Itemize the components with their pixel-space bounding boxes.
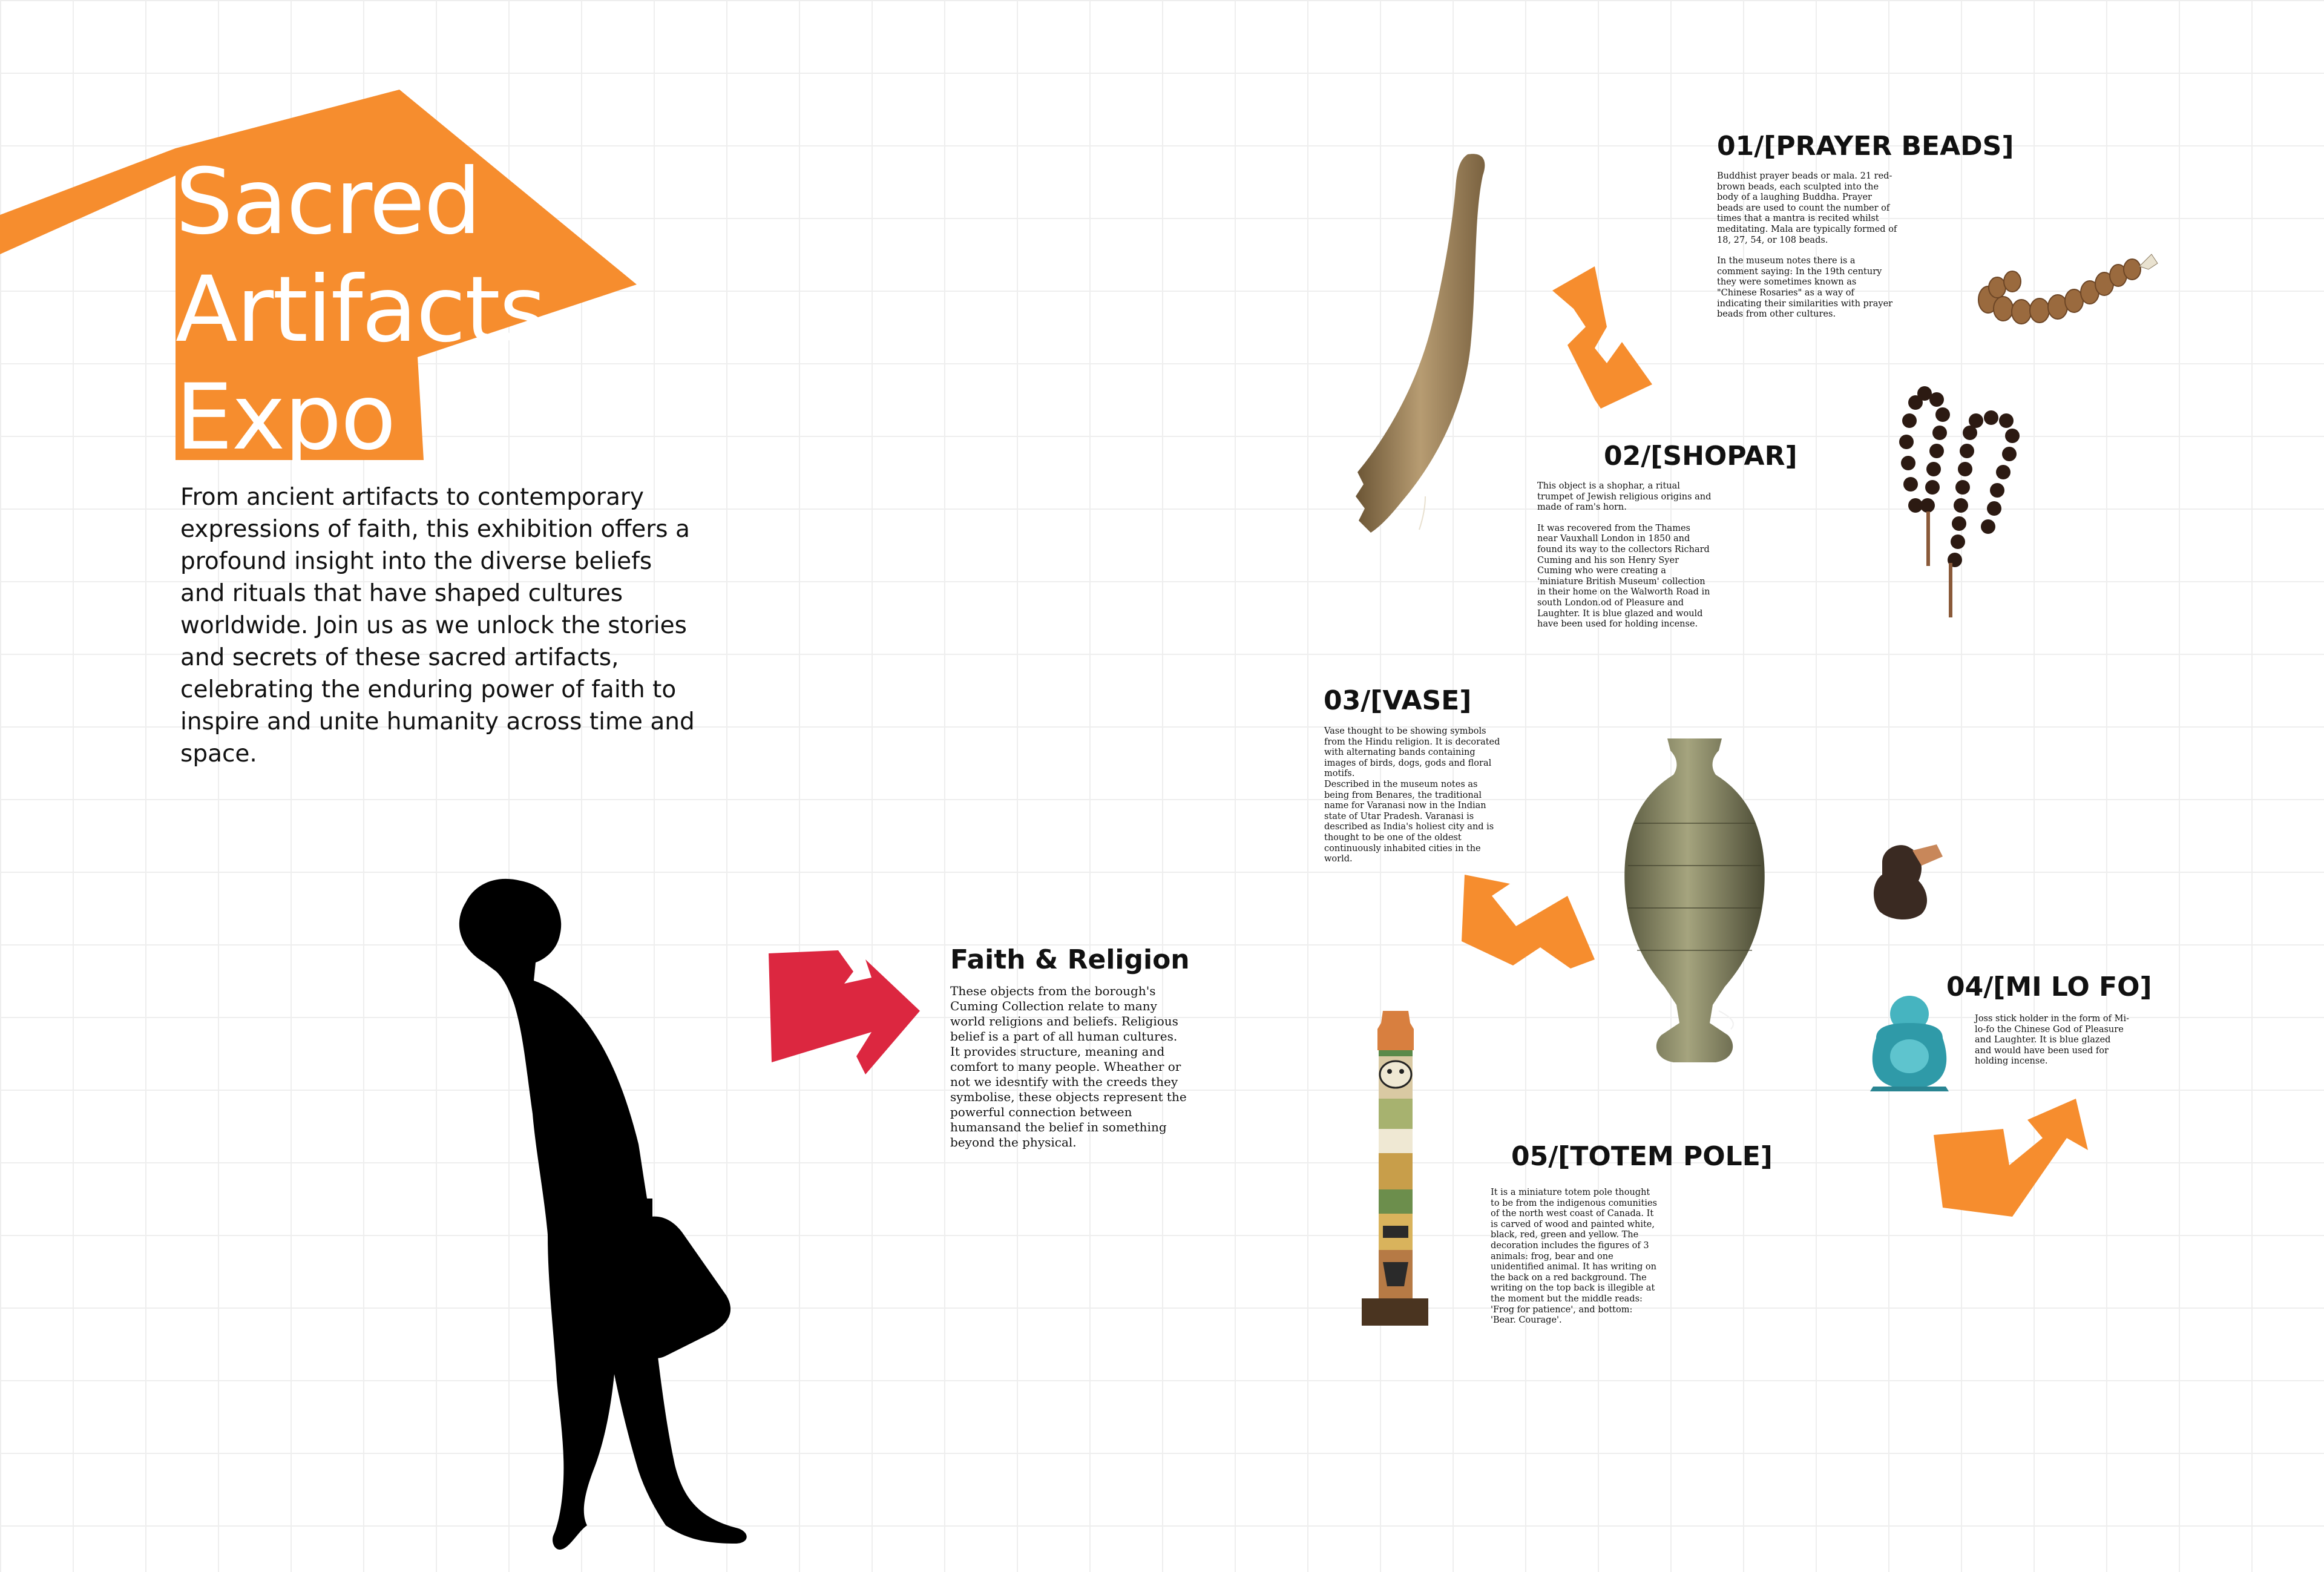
title-line-3: Expo bbox=[176, 365, 395, 470]
arrow-icon bbox=[1459, 872, 1598, 975]
prayer-beads-image bbox=[1970, 239, 2164, 330]
walking-woman-silhouette bbox=[399, 860, 775, 1556]
totem-pole-description bbox=[1491, 1188, 1657, 1326]
mi-lo-fo-heading: 04/[MI LO FO] bbox=[1946, 972, 2152, 1002]
shofar-image bbox=[1347, 151, 1510, 551]
mi-lo-fo-description bbox=[1975, 1014, 2129, 1067]
shopar-heading: 02/[SHOPAR] bbox=[1604, 441, 1797, 472]
faith-description: These objects from the borough's Cuming Collection relate to many world religions and beliefs. Religious belief is a part of all human cultures. It provides structure, meaning and comfort to many people. Wheather or not we idesntify with the creeds they symbolise, these objects represent the powerful connection between humansand the belief in something beyond the physical. bbox=[950, 984, 1187, 1149]
small-figure-image bbox=[1864, 838, 1949, 923]
arrow-icon bbox=[766, 947, 929, 1080]
totem-pole-image bbox=[1356, 1008, 1434, 1329]
vase-image bbox=[1610, 732, 1779, 1071]
intro-paragraph: From ancient artifacts to contemporary expressions of faith, this exhibition offers a profound insight into the diverse beliefs and rituals that have shaped cultures worldwide. Join us as we unlock the stories and secrets of these sacred artifacts, celebrating the enduring power of faith to inspire and unite humanity across time and space. bbox=[180, 484, 695, 768]
arrow-icon bbox=[1552, 266, 1661, 412]
prayer-beads-paragraph-2: In the museum notes there is a comment saying: In the 19th century they were sometimes known as "Chinese Rosaries" as a way of indicating their similarities with prayer beads from other cultures. bbox=[1717, 256, 1893, 320]
title-line-1: Sacred bbox=[176, 150, 481, 255]
rosary-image bbox=[1891, 384, 2030, 626]
vase-paragraph-2: Described in the museum notes as being from Benares, the traditional name for Varanasi now in the Indian state of Utar Pradesh. Varanasi is described as India's holiest city and is thought to be one of the oldest continuously inhabited cities in the world. bbox=[1324, 779, 1494, 864]
vase-description bbox=[1324, 726, 1501, 865]
exhibition-title bbox=[176, 148, 545, 472]
prayer-beads-paragraph-1: Buddhist prayer beads or mala. 21 red-brown beads, each sculpted into the body of a laughing Buddha. Prayer beads are used to count the number of times that a mantra is recited whilst meditating. Mala are typically formed of 18, 27, 54, or 108 beads. bbox=[1717, 171, 1897, 245]
vase-heading: 03/[VASE] bbox=[1324, 685, 1472, 716]
totem-pole-heading: 05/[TOTEM POLE] bbox=[1511, 1141, 1773, 1172]
prayer-beads-description bbox=[1717, 171, 1897, 320]
vase-paragraph-1: Vase thought to be showing symbols from the Hindu religion. It is decorated with alternating bands containing images of birds, dogs, gods and floral motifs. bbox=[1324, 726, 1500, 779]
arrow-icon bbox=[1931, 1093, 2094, 1220]
shopar-paragraph-2: It was recovered from the Thames near Vauxhall London in 1850 and found its way to the collectors Richard Cuming and his son Henry Syer Cuming who were creating a 'miniature British Museum' collection in their home on the Walworth Road in south London.od of Pleasure and Laughter. It is blue glazed and would have been used for holding incense. bbox=[1537, 523, 1710, 630]
shopar-paragraph-1: This object is a shophar, a ritual trumpet of Jewish religious origins and made of ram's horn. bbox=[1537, 481, 1712, 513]
mi-lo-fo-paragraph-1: Joss stick holder in the form of Mi-lo-fo the Chinese God of Pleasure and Laughter. It is blue glazed and would have been used for holding incense. bbox=[1975, 1014, 2129, 1067]
shopar-description bbox=[1537, 481, 1713, 630]
prayer-beads-heading: 01/[PRAYER BEADS] bbox=[1717, 131, 2014, 162]
faith-heading: Faith & Religion bbox=[950, 944, 1190, 975]
title-line-2: Artifacts bbox=[176, 257, 545, 363]
totem-pole-paragraph-1: It is a miniature totem pole thought to be from the indigenous comunities of the north west coast of Canada. It is carved of wood and painted white, black, red, green and yellow. The decoration includes the figures of 3 animals: frog, bear and one unidentified animal. It has writing on the back on a red background. The writing on the top back is illegible at the moment but the middle reads: 'Frog for patience', and bottom: 'Bear. Courage'. bbox=[1491, 1188, 1657, 1326]
mi-lo-fo-image bbox=[1858, 984, 1961, 1093]
